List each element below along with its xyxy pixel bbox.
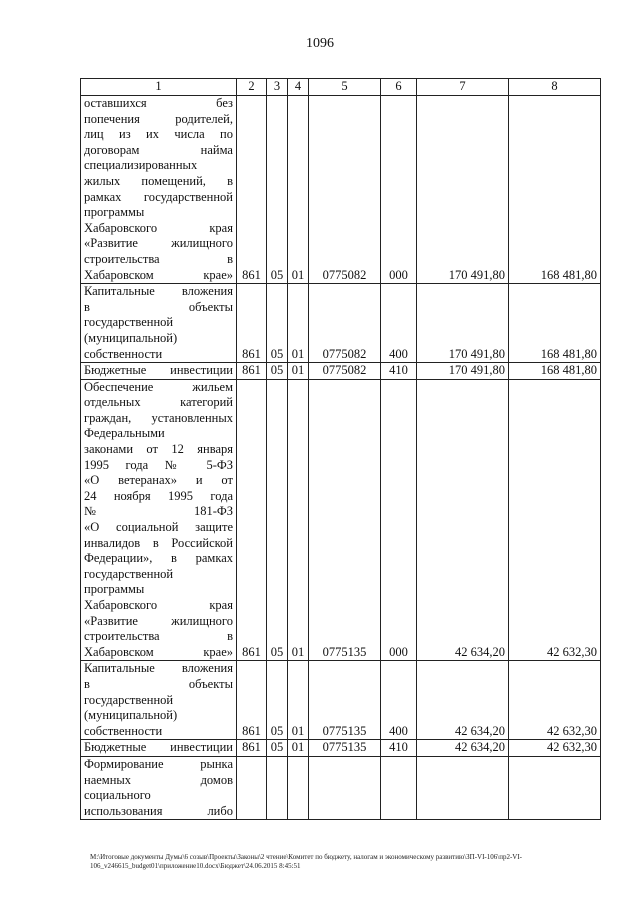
description-line: государственной (84, 566, 174, 581)
cell-expense-type-code (381, 756, 417, 819)
cell-amount-executed: 42 632,30 (509, 661, 601, 740)
cell-target-code: 0775135 (309, 379, 381, 661)
description-line: специализированных (84, 158, 198, 173)
cell-subsection-code: 05 (267, 284, 288, 363)
description-line: (муниципальной) (84, 330, 178, 345)
description-line: «О ветеранах» и от (84, 473, 233, 488)
cell-amount-approved: 170 491,80 (417, 96, 509, 284)
description-line: Бюджетные инвестиции (84, 363, 233, 378)
header-col-8: 8 (509, 79, 601, 96)
description-line: Капитальные вложения (84, 661, 233, 676)
description-line: строительства в (84, 251, 233, 266)
cell-section-code: 861 (237, 284, 267, 363)
budget-table (80, 78, 601, 820)
description-line: 1995 года № 5-ФЗ (84, 457, 233, 472)
description-line: собственности (84, 723, 163, 738)
description-line: в объекты (84, 299, 233, 314)
cell-article-code: 01 (288, 363, 309, 380)
cell-amount-approved: 42 634,20 (417, 661, 509, 740)
cell-expense-type-code: 400 (381, 284, 417, 363)
cell-amount-approved (417, 756, 509, 819)
description-line: № 181-ФЗ (84, 504, 233, 519)
row-description (81, 363, 237, 380)
cell-target-code (309, 756, 381, 819)
cell-amount-executed: 168 481,80 (509, 96, 601, 284)
cell-subsection-code: 05 (267, 96, 288, 284)
row-description (81, 756, 237, 819)
description-line: в объекты (84, 676, 233, 691)
description-line: рамках государственной (84, 189, 233, 204)
cell-target-code: 0775135 (309, 740, 381, 757)
page-number: 1096 (306, 36, 334, 51)
cell-amount-approved: 170 491,80 (417, 284, 509, 363)
file-path-footer: M:\Итоговые документы Думы\6 созыв\Проекты\Законы\2 чтение\Комитет по бюджету, налогам и экономическому развитию\ЗП-VI-106\пр2-VI-106_v246615_budget01\приложение10.docx\Бюджет\24.06.2015 8:45:51 (90, 853, 522, 870)
cell-article-code: 01 (288, 284, 309, 363)
row-description (81, 96, 237, 284)
description-line: Бюджетные инвестиции (84, 740, 233, 755)
cell-article-code: 01 (288, 661, 309, 740)
cell-amount-executed: 42 632,30 (509, 740, 601, 757)
description-line: 24 ноября 1995 года (84, 488, 233, 503)
header-col-4: 4 (288, 79, 309, 96)
table-row (81, 96, 601, 284)
row-description (81, 379, 237, 661)
description-line: Хабаровского края (84, 598, 233, 612)
row-description (81, 284, 237, 363)
table-row (81, 756, 601, 819)
cell-article-code: 01 (288, 740, 309, 757)
cell-section-code (237, 756, 267, 819)
cell-section-code: 861 (237, 740, 267, 757)
cell-section-code: 861 (237, 96, 267, 284)
cell-target-code: 0775135 (309, 661, 381, 740)
description-line: Обеспечение жильем (84, 379, 233, 394)
cell-target-code: 0775082 (309, 96, 381, 284)
cell-expense-type-code: 000 (381, 379, 417, 661)
description-line: Федеральными (84, 426, 165, 441)
header-col-5: 5 (309, 79, 381, 96)
header-col-2: 2 (237, 79, 267, 96)
cell-subsection-code: 05 (267, 379, 288, 661)
cell-section-code: 861 (237, 363, 267, 380)
header-col-7: 7 (417, 79, 509, 96)
cell-article-code: 01 (288, 379, 309, 661)
description-line: Хабаровском крае» (84, 644, 233, 659)
cell-amount-approved: 170 491,80 (417, 363, 509, 380)
description-line: (муниципальной) (84, 708, 178, 723)
description-line: наемных домов (84, 772, 233, 787)
description-line: жилых помещений, в (84, 173, 233, 188)
cell-amount-executed: 168 481,80 (509, 284, 601, 363)
cell-expense-type-code: 410 (381, 740, 417, 757)
description-line: программы (84, 582, 145, 597)
header-col-6: 6 (381, 79, 417, 96)
table-row (81, 661, 601, 740)
cell-section-code: 861 (237, 661, 267, 740)
table-row (81, 740, 601, 757)
cell-amount-approved: 42 634,20 (417, 740, 509, 757)
description-line: Капитальные вложения (84, 284, 233, 299)
row-description (81, 740, 237, 757)
cell-section-code: 861 (237, 379, 267, 661)
cell-amount-approved: 42 634,20 (417, 379, 509, 661)
description-line: Хабаровского края (84, 220, 233, 235)
description-line: «О социальной защите (84, 520, 233, 535)
description-line: законами от 12 января (84, 442, 233, 457)
description-line: граждан, установленных (84, 410, 233, 425)
description-line: инвалидов в Российской (84, 535, 233, 550)
description-line: лиц из их числа по (84, 127, 233, 142)
description-line: собственности (84, 346, 163, 361)
description-line: социального (84, 788, 151, 803)
table-row (81, 284, 601, 363)
cell-expense-type-code: 000 (381, 96, 417, 284)
description-line: Формирование рынка (84, 756, 233, 771)
cell-expense-type-code: 410 (381, 363, 417, 380)
cell-amount-executed: 168 481,80 (509, 363, 601, 380)
cell-expense-type-code: 400 (381, 661, 417, 740)
cell-target-code: 0775082 (309, 363, 381, 380)
table-row (81, 363, 601, 380)
description-line: государственной (84, 315, 174, 330)
table-body (81, 96, 601, 820)
cell-amount-executed: 42 632,30 (509, 379, 601, 661)
description-line: отдельных категорий (84, 395, 233, 410)
table-row (81, 379, 601, 661)
cell-subsection-code: 05 (267, 740, 288, 757)
description-line: государственной (84, 692, 174, 707)
cell-article-code (288, 756, 309, 819)
description-line: Федерации», в рамках (84, 551, 233, 566)
header-col-3: 3 (267, 79, 288, 96)
description-line: использования либо (84, 803, 233, 818)
table-header-row (81, 79, 601, 96)
description-line: строительства в (84, 629, 233, 644)
description-line: программы (84, 205, 145, 220)
cell-subsection-code: 05 (267, 661, 288, 740)
cell-target-code: 0775082 (309, 284, 381, 363)
description-line: договорам найма (84, 142, 233, 157)
cell-amount-executed (509, 756, 601, 819)
description-line: Хабаровском крае» (84, 267, 233, 282)
description-line: оставшихся без (84, 96, 233, 110)
cell-subsection-code: 05 (267, 363, 288, 380)
description-line: «Развитие жилищного (84, 613, 233, 628)
description-line: «Развитие жилищного (84, 236, 233, 251)
cell-subsection-code (267, 756, 288, 819)
row-description (81, 661, 237, 740)
cell-article-code: 01 (288, 96, 309, 284)
description-line: попечения родителей, (84, 111, 233, 126)
header-col-1: 1 (81, 79, 237, 96)
